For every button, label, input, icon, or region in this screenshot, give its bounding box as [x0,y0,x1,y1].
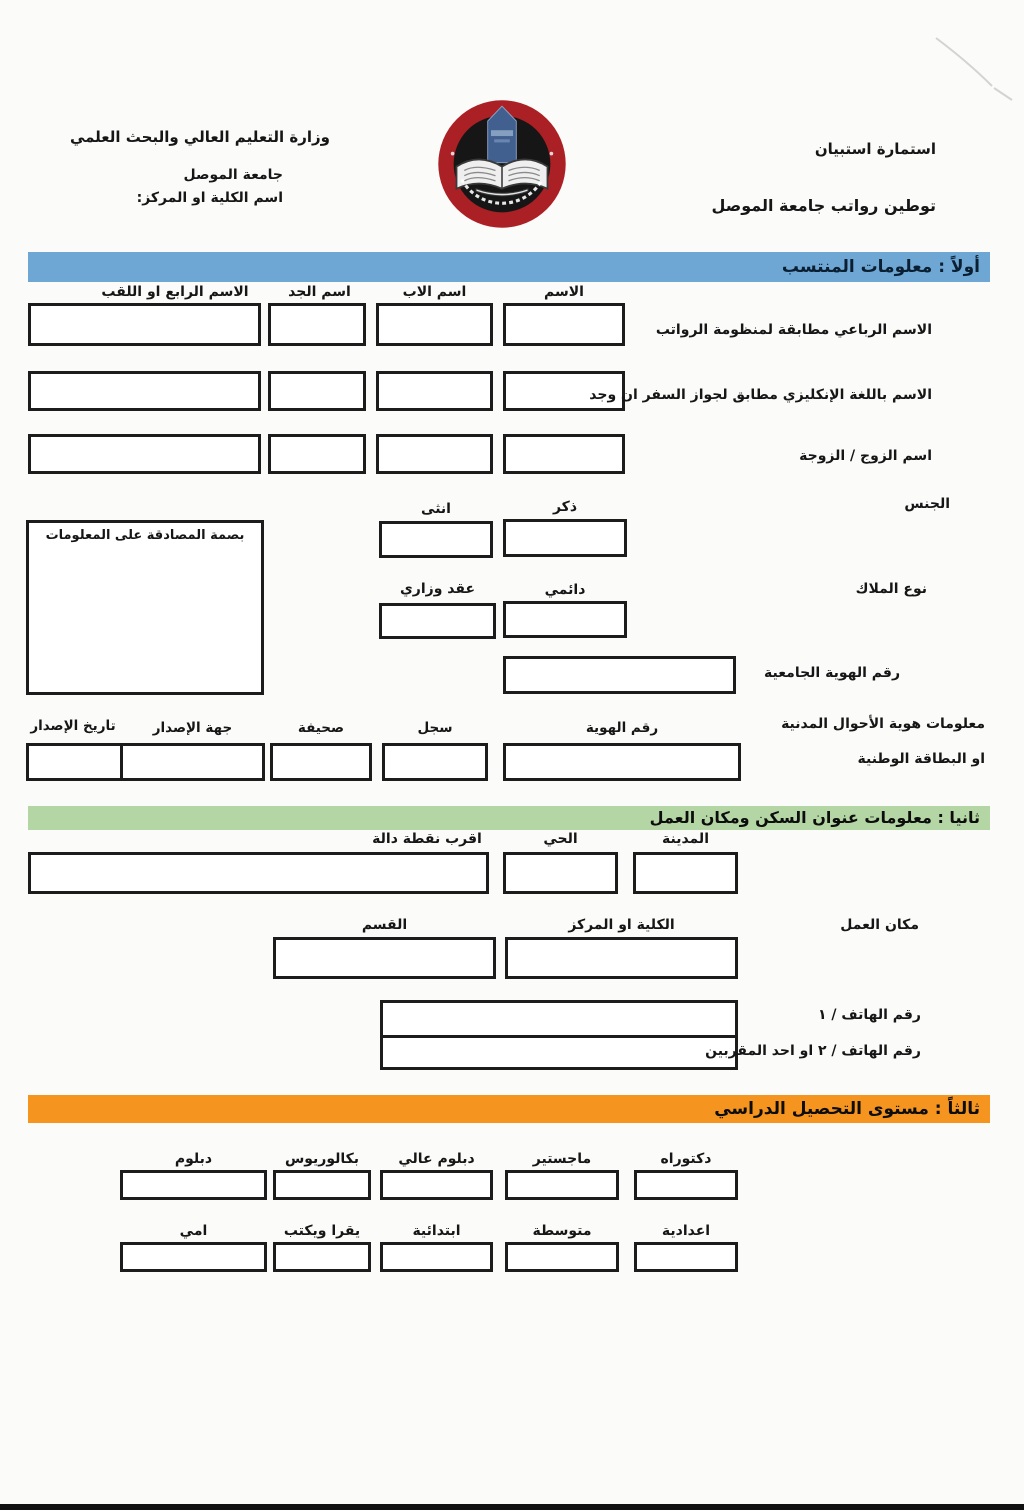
edu-reads-writes-checkbox[interactable] [273,1242,371,1272]
spouse-name-grandfather-box[interactable] [268,434,366,474]
english-name-father-box[interactable] [376,371,493,411]
quad-name-fourth-box[interactable] [28,303,261,346]
civil-id-number-box[interactable] [503,743,741,781]
quad-name-grandfather-box[interactable] [268,303,366,346]
edu-illiterate-checkbox[interactable] [120,1242,267,1272]
edu-masters-checkbox[interactable] [505,1170,619,1200]
phone2-label: رقم الهاتف / ٢ او احد المقربين [705,1043,921,1059]
scan-bottom-edge [0,1504,1024,1510]
edu-diploma-checkbox[interactable] [120,1170,267,1200]
ministry-name: وزارة التعليم العالي والبحث العلمي [69,128,330,146]
university-id-box[interactable] [503,656,736,694]
civil-page-label: صحيفة [297,720,345,736]
spouse-name-father-box[interactable] [376,434,493,474]
university-of-mosul-logo [437,98,567,230]
col-label-father: اسم الاب [402,284,467,300]
university-id-label: رقم الهوية الجامعية [764,665,900,681]
university-name: جامعة الموصل [183,167,283,183]
gender-female-checkbox[interactable] [379,521,493,558]
civil-issuer-label: جهة الإصدار [152,720,233,736]
col-label-grandfather: اسم الجد [288,284,351,300]
section-address-header: ثانيا : معلومات عنوان السكن ومكان العمل [28,806,990,830]
landmark-box[interactable] [28,852,489,894]
edu-illiterate-label: امي [179,1223,208,1239]
phone1-label: رقم الهاتف / ١ [818,1007,921,1023]
district-box[interactable] [503,852,618,894]
edu-bachelor-label: بكالوريوس [284,1151,360,1167]
civil-id-label-line2: او البطاقة الوطنية [857,751,985,767]
edu-high-diploma-label: دبلوم عالي [398,1151,475,1167]
english-name-row-label: الاسم باللغة الإنكليزي مطابق لجواز السفر ان وجد [589,387,932,403]
spouse-row-label: اسم الزوج / الزوجة [799,448,932,464]
gender-female-label: انثى [421,501,451,517]
phone-numbers-box[interactable] [380,1000,738,1070]
civil-id-number-label: رقم الهوية [585,720,659,736]
gender-male-checkbox[interactable] [503,519,627,557]
civil-page-box[interactable] [270,743,372,781]
department-box[interactable] [273,937,496,979]
civil-id-label-line1: معلومات هوية الأحوال المدنية [781,716,985,732]
quad-name-name-box[interactable] [503,303,625,346]
gender-label: الجنس [904,496,950,512]
fingerprint-stamp-box[interactable] [26,520,264,695]
city-label: المدينة [662,831,709,847]
edu-high-diploma-checkbox[interactable] [380,1170,493,1200]
employment-permanent-label: دائمي [544,582,586,598]
college-field-label: اسم الكلية او المركز: [136,190,283,206]
college-center-label: الكلية او المركز [568,917,675,933]
edu-diploma-label: دبلوم [174,1151,213,1167]
workplace-label: مكان العمل [840,917,919,933]
city-box[interactable] [633,852,738,894]
edu-masters-label: ماجستير [532,1151,592,1167]
form-subtitle: توطين رواتب جامعة الموصل [711,196,936,215]
employment-contract-label: عقد وزاري [399,581,476,597]
spouse-name-name-box[interactable] [503,434,625,474]
edu-primary-checkbox[interactable] [380,1242,493,1272]
fingerprint-box-label: بصمة المصادقة على المعلومات [45,528,245,543]
gender-male-label: ذكر [552,499,578,515]
quad-name-father-box[interactable] [376,303,493,346]
edu-primary-label: ابتدائية [412,1223,461,1239]
spouse-name-fourth-box[interactable] [28,434,261,474]
civil-issue-date-label: تاريخ الإصدار [30,718,116,734]
form-title: استمارة استبيان [814,140,936,158]
employment-type-label: نوع الملاك [855,581,927,597]
edu-doctorate-checkbox[interactable] [634,1170,738,1200]
english-name-fourth-box[interactable] [28,371,261,411]
district-label: الحي [543,831,578,847]
civil-record-box[interactable] [382,743,488,781]
college-center-box[interactable] [505,937,738,979]
edu-doctorate-label: دكتوراه [660,1151,712,1167]
civil-issuer-and-date-box[interactable] [26,743,265,781]
department-label: القسم [361,917,408,933]
col-label-fourth-name: الاسم الرابع او اللقب [101,284,249,300]
employment-permanent-checkbox[interactable] [503,601,627,638]
section-member-info-header: أولاً : معلومات المنتسب [28,252,990,282]
employment-contract-checkbox[interactable] [379,603,496,639]
edu-bachelor-checkbox[interactable] [273,1170,371,1200]
edu-reads-writes-label: يقرا ويكتب [283,1223,361,1239]
edu-preparatory-checkbox[interactable] [634,1242,738,1272]
section-education-header: ثالثاً : مستوى التحصيل الدراسي [28,1095,990,1123]
civil-record-label: سجل [417,720,453,736]
civil-box-divider [120,745,123,779]
col-label-name: الاسم [544,284,584,300]
phone-box-divider [382,1035,736,1038]
pen-scratch-mark [930,30,1020,108]
edu-preparatory-label: اعدادية [661,1223,711,1239]
edu-intermediate-label: متوسطة [532,1223,592,1239]
edu-intermediate-checkbox[interactable] [505,1242,619,1272]
english-name-grandfather-box[interactable] [268,371,366,411]
quad-name-row-label: الاسم الرباعي مطابقة لمنظومة الرواتب [655,322,932,338]
landmark-label: اقرب نقطة دالة [372,831,482,847]
